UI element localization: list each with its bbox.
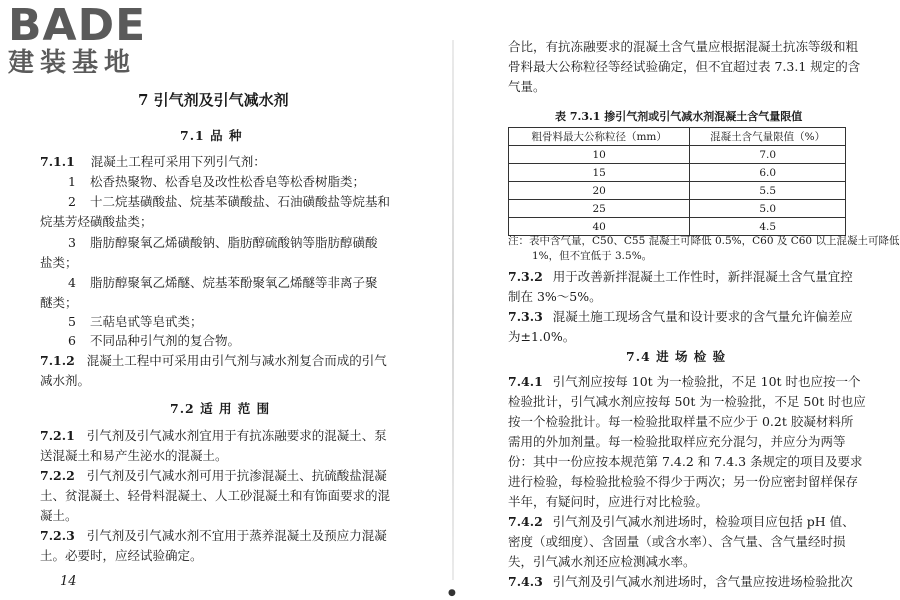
section-7-1-title: 7.1 品 种	[180, 128, 243, 143]
clause-text-line: 送混凝土和易产生泌水的混凝土。	[40, 448, 228, 463]
clause-7-2-3-number: 7.2.3	[40, 528, 75, 543]
table-note-line: 1%，但不宜低于 3.5%。	[532, 250, 653, 262]
table-header-cell: 粗骨料最大公称粒径（mm）	[509, 128, 690, 146]
clause-text-line: 引气剂及引气减水剂进场时，检验项目应包括 pH 值、	[552, 514, 855, 529]
list-item-number: 5	[68, 314, 76, 329]
table-cell: 40	[509, 218, 690, 236]
list-item-number: 3	[68, 235, 76, 250]
list-item-text: 三萜皂甙等皂甙类；	[89, 314, 203, 329]
table-cell: 20	[509, 182, 690, 200]
clause-text-line: 减水剂。	[40, 373, 91, 388]
table-row	[509, 182, 846, 200]
table-row	[509, 200, 846, 218]
table-cell: 10	[509, 146, 690, 164]
clause-text-line: 混凝土工程中可采用由引气剂与减水剂复合而成的引气	[86, 353, 387, 368]
clause-text-line: 混凝土施工现场含气量和设计要求的含气量允许偏差应	[552, 309, 853, 324]
table-cell: 25	[509, 200, 690, 218]
clause-7-3-3-number: 7.3.3	[508, 309, 543, 324]
clause-text-line: 土。必要时，应经试验确定。	[40, 548, 203, 563]
chapter-title: 7 引气剂及引气减水剂	[138, 91, 289, 109]
clause-text-line: 引气剂应按每 10t 为一检验批，不足 10t 时也应按一个	[552, 374, 861, 389]
clause-text-line: 用于改善新拌混凝土工作性时，新拌混凝土含气量宜控	[552, 269, 853, 284]
table-row	[509, 164, 846, 182]
paragraph-line: 合比，有抗冻融要求的混凝土含气量应根据混凝土抗冻等级和粗	[508, 39, 859, 54]
clause-text-line: 半年，有疑问时，应进行对比检验。	[508, 494, 709, 509]
table-cell: 6.0	[690, 164, 846, 182]
table-row	[509, 146, 846, 164]
list-item-number: 4	[68, 275, 76, 290]
clause-7-4-3-number: 7.4.3	[508, 574, 543, 589]
watermark-brand-en: BADE	[8, 0, 147, 51]
gutter-dot: ●	[448, 588, 456, 598]
clause-text-line: 引气剂及引气减水剂进场时，含气量应按进场检验批次	[552, 574, 853, 589]
clause-text-line: 份：其中一份应按本规范第 7.4.2 和 7.4.3 条规定的项目及要求	[508, 454, 863, 469]
table-header-row	[509, 128, 846, 146]
list-item-number: 6	[68, 333, 76, 348]
list-item-number: 2	[68, 194, 76, 209]
list-item-text: 脂肪醇聚氧乙烯醚、烷基苯酚聚氧乙烯醚等非离子聚	[89, 275, 378, 290]
clause-7-1-1-text: 混凝土工程可采用下列引气剂：	[90, 154, 266, 169]
clause-text-line: 引气剂及引气减水剂宜用于有抗冻融要求的混凝土、泵	[86, 428, 387, 443]
clause-text-line: 需用的外加剂量。每一检验批取样应充分混匀，并应分为两等	[508, 434, 846, 449]
clause-7-4-1-number: 7.4.1	[508, 374, 543, 389]
clause-7-2-2-number: 7.2.2	[40, 468, 75, 483]
left-page-footer	[40, 0, 410, 600]
paragraph-line: 骨料最大公称粒径等经试验确定，但不宜超过表 7.3.1 规定的含	[508, 59, 861, 74]
clause-7-2-1-number: 7.2.1	[40, 428, 75, 443]
table-cell: 5.0	[690, 200, 846, 218]
table-header-cell: 混凝土含气量限值（%）	[690, 128, 846, 146]
table-note-line: 注：表中含气量，C50、C55 混凝土可降低 0.5%，C60 及 C60 以上混凝土可降低	[508, 235, 900, 247]
clause-text-line: 凝土。	[40, 508, 78, 523]
page-number-left: 14	[60, 574, 77, 589]
list-item-text: 脂肪醇聚氧乙烯磺酸钠、脂肪醇硫酸钠等脂肪醇磺酸	[89, 235, 378, 250]
table-caption: 表 7.3.1 掺引气剂或引气减水剂混凝土含气量限值	[555, 110, 803, 123]
table-cell: 7.0	[690, 146, 846, 164]
table-cell: 15	[509, 164, 690, 182]
list-item-text: 十二烷基磺酸盐、烷基苯磺酸盐、石油磺酸盐等烷基和	[89, 194, 390, 209]
right-page	[470, 0, 900, 600]
list-item-text: 醚类；	[40, 295, 78, 310]
table-cell: 5.5	[690, 182, 846, 200]
clause-text-line: 土、贫混凝土、轻骨料混凝土、人工砂混凝土和有饰面要求的混	[40, 488, 391, 503]
page-gutter	[452, 40, 454, 580]
list-item-text: 不同品种引气剂的复合物。	[89, 333, 240, 348]
clause-text-line: 引气剂及引气减水剂不宜用于蒸养混凝土及预应力混凝	[86, 528, 387, 543]
list-item-number: 1	[68, 174, 76, 189]
clause-text-line: 引气剂及引气减水剂可用于抗渗混凝土、抗硫酸盐混凝	[86, 468, 387, 483]
clause-text-line: 进行检验，每检验批检验不得少于两次；另一份应密封留样保存	[508, 474, 859, 489]
watermark-brand-cn: 建装基地	[8, 48, 137, 78]
section-7-2-title: 7.2 适 用 范 围	[170, 401, 271, 416]
clause-text-line: 检验批计，引气减水剂应按每 50t 为一检验批，不足 50t 时也应	[508, 394, 866, 409]
list-item-text: 烷基芳烃磺酸盐类；	[40, 214, 153, 229]
clause-text-line: 为±1.0%。	[508, 329, 576, 344]
list-item-text: 松香热聚物、松香皂及改性松香皂等松香树脂类；	[89, 174, 365, 189]
section-7-4-title: 7.4 进 场 检 验	[626, 349, 727, 364]
clause-text-line: 失，引气减水剂还应检测减水率。	[508, 554, 696, 569]
clause-7-3-2-number: 7.3.2	[508, 269, 543, 284]
air-content-table	[508, 127, 846, 236]
list-item-text: 盐类；	[40, 255, 78, 270]
table-cell: 4.5	[690, 218, 846, 236]
clause-text-line: 密度（或细度）、含固量（或含水率）、含气量、含气量经时损	[508, 534, 846, 549]
clause-7-1-2-number: 7.1.2	[40, 353, 75, 368]
clause-text-line: 按一个检验批计。每一检验批取样量不应少于 0.2t 胶凝材料所	[508, 414, 854, 429]
table-row	[509, 218, 846, 236]
clause-text-line: 制在 3%～5%。	[508, 289, 602, 304]
clause-7-1-1-number: 7.1.1	[40, 154, 75, 169]
clause-7-4-2-number: 7.4.2	[508, 514, 543, 529]
paragraph-line: 气量。	[508, 79, 546, 94]
